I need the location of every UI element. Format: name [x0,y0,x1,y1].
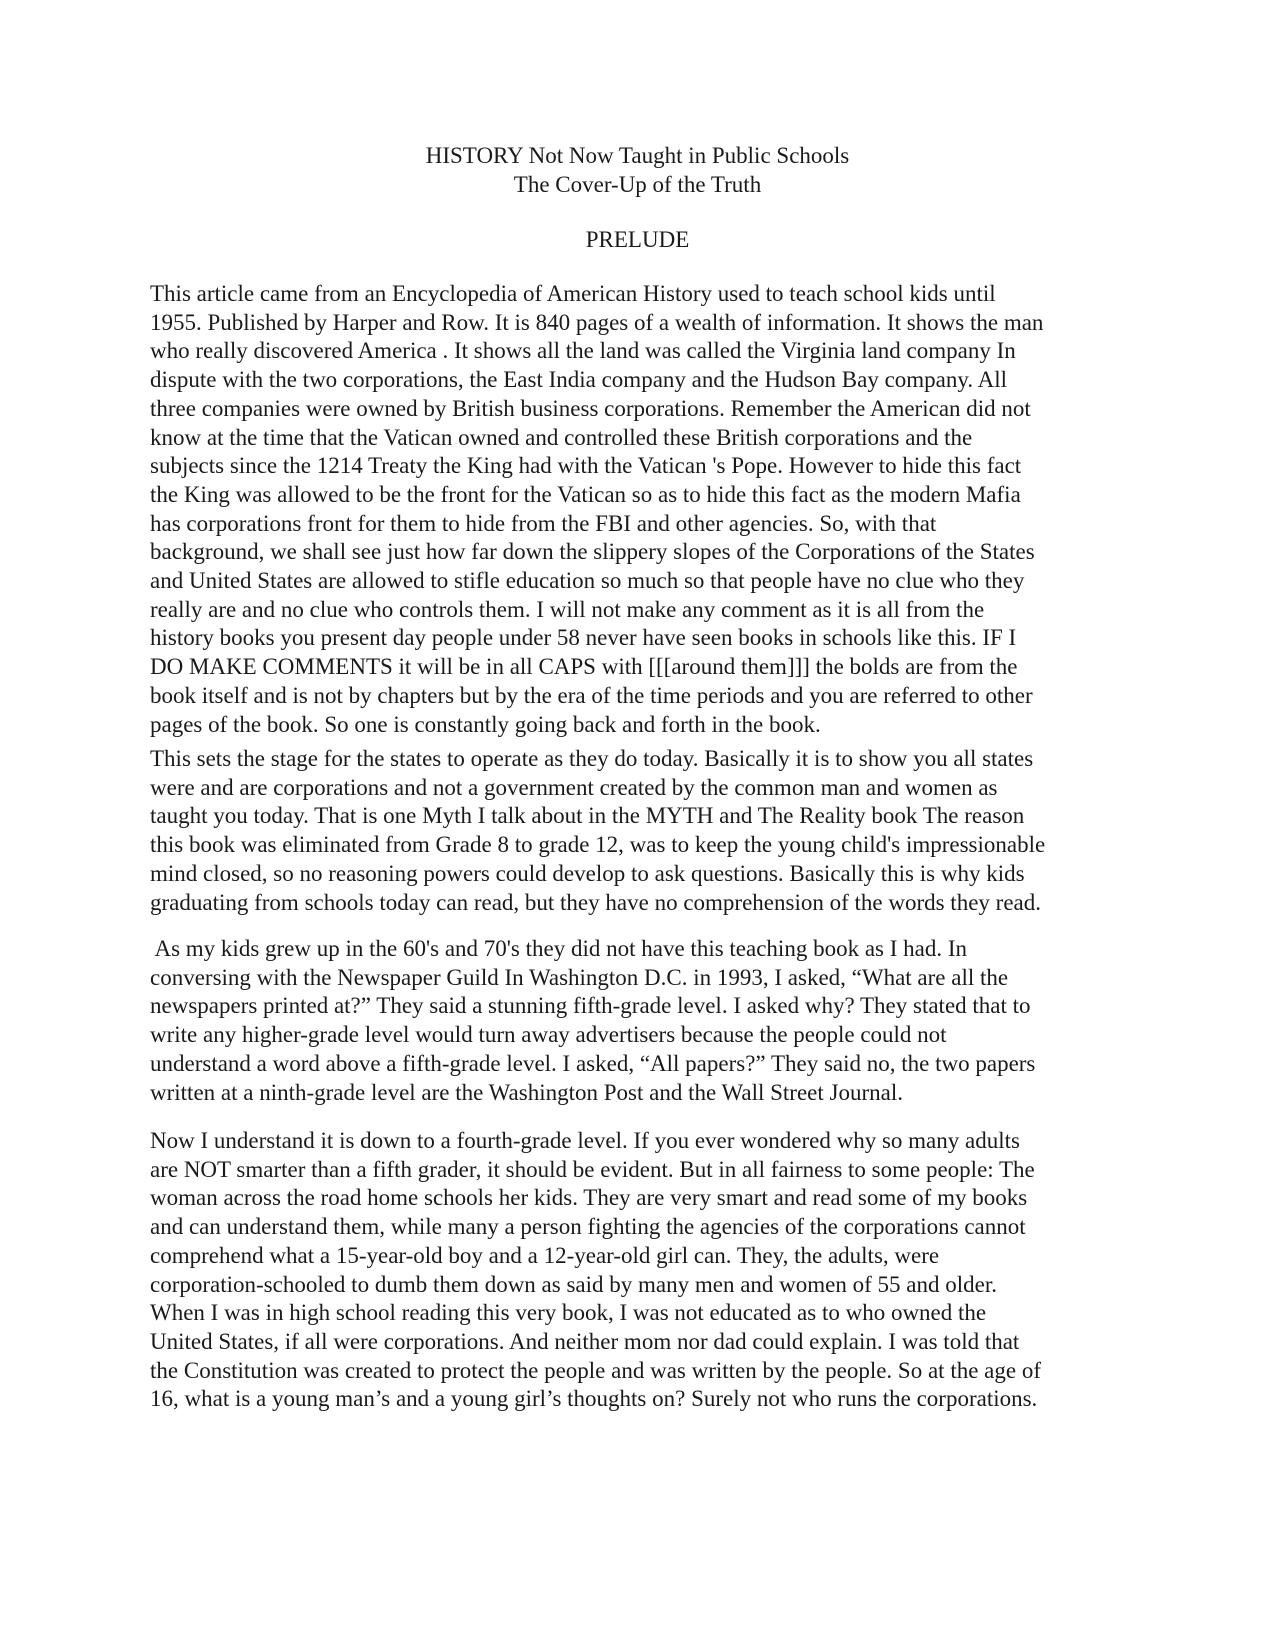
paragraph-line: were and are corporations and not a government created by the common man and women as [150,774,998,800]
paragraph-line: understand a word above a fifth-grade level. I asked, “All papers?” They said no, the two papers [150,1050,1036,1076]
paragraph-1 [150,280,1140,739]
document-title: HISTORY Not Now Taught in Public Schools [425,143,850,168]
paragraph-line: subjects since the 1214 Treaty the King had with the Vatican 's Pope. However to hide this fact [150,453,1022,479]
paragraph-line: mind closed, so no reasoning powers could develop to ask questions. Basically this is why kids [150,860,1025,886]
paragraph-line: write any higher-grade level would turn away advertisers because the people could not [150,1022,947,1048]
paragraph-line: As my kids grew up in the 60's and 70's they did not have this teaching book as I had. In [150,936,968,961]
paragraph-line: and United States are allowed to stifle education so much so that people have no clue who they [150,568,1025,594]
paragraph-line: taught you today. That is one Myth I talk about in the MYTH and The Reality book The reason [150,803,1025,829]
section-heading: PRELUDE [585,227,690,252]
paragraph-line: newspapers printed at?” They said a stunning fifth-grade level. I asked why? They stated that to [150,993,1031,1019]
paragraph-line: has corporations front for them to hide from the FBI and other agencies. So, with that [150,510,937,536]
document-subtitle: The Cover-Up of the Truth [513,172,762,197]
paragraph-line: Now I understand it is down to a fourth-grade level. If you ever wondered why so many adults [150,1128,1020,1153]
paragraph-line: graduating from schools today can read, but they have no comprehension of the words they read. [150,889,1041,915]
paragraph-line: the King was allowed to be the front for the Vatican so as to hide this fact as the modern Mafia [150,481,1021,507]
paragraph-line: dispute with the two corporations, the East India company and the Hudson Bay company. All [150,367,1008,393]
paragraph-line: three companies were owned by British business corporations. Remember the American did not [150,395,1031,421]
paragraph-line: who really discovered America . It shows all the land was called the Virginia land company In [150,338,1016,364]
paragraph-4 [150,1127,1140,1414]
paragraph-line: United States, if all were corporations. And neither mom nor dad could explain. I was told that [150,1328,1020,1354]
paragraph-line: conversing with the Newspaper Guild In Washington D.C. in 1993, I asked, “What are all the [150,964,1009,990]
paragraph-line: the Constitution was created to protect the people and was written by the people. So at the age of [150,1357,1041,1383]
paragraph-line: woman across the road home schools her kids. They are very smart and read some of my books [150,1185,1028,1211]
title-block [0,141,1275,199]
paragraph-line: comprehend what a 15-year-old boy and a 12-year-old girl can. They, the adults, were [150,1242,940,1268]
paragraph-line: DO MAKE COMMENTS it will be in all CAPS with [[[around them]]] the bolds are from the [150,654,1018,680]
paragraph-line: 1955. Published by Harper and Row. It is 840 pages of a wealth of information. It shows the man [150,309,1044,335]
section-heading-block [0,225,1275,254]
paragraph-line: 16, what is a young man’s and a young girl’s thoughts on? Surely not who runs the corporations. [150,1386,1038,1412]
paragraph-line: are NOT smarter than a fifth grader, it should be evident. But in all fairness to some people: The [150,1156,1035,1182]
paragraph-line: pages of the book. So one is constantly going back and forth in the book. [150,711,821,737]
paragraph-line: really are and no clue who controls them. I will not make any comment as it is all from the [150,596,985,622]
paragraph-line: When I was in high school reading this very book, I was not educated as to who owned the [150,1300,987,1326]
paragraph-line: and can understand them, while many a person fighting the agencies of the corporations cannot [150,1214,1026,1240]
paragraph-line: This sets the stage for the states to operate as they do today. Basically it is to show you all states [150,746,1034,771]
paragraph-2 [150,745,1140,917]
paragraph-line: history books you present day people under 58 never have seen books in schools like this. IF I [150,625,1017,651]
paragraph-3 [150,935,1140,1107]
paragraph-line: This article came from an Encyclopedia of American History used to teach school kids until [150,281,996,306]
paragraph-line: book itself and is not by chapters but by the era of the time periods and you are referred to other [150,682,1033,708]
paragraph-line: corporation-schooled to dumb them down as said by many men and women of 55 and older. [150,1271,997,1297]
paragraph-line: know at the time that the Vatican owned and controlled these British corporations and the [150,424,973,450]
paragraph-line: written at a ninth-grade level are the Washington Post and the Wall Street Journal. [150,1079,903,1105]
paragraph-line: background, we shall see just how far down the slippery slopes of the Corporations of the States [150,539,1035,565]
paragraph-line: this book was eliminated from Grade 8 to grade 12, was to keep the young child's impressionable [150,832,1046,858]
